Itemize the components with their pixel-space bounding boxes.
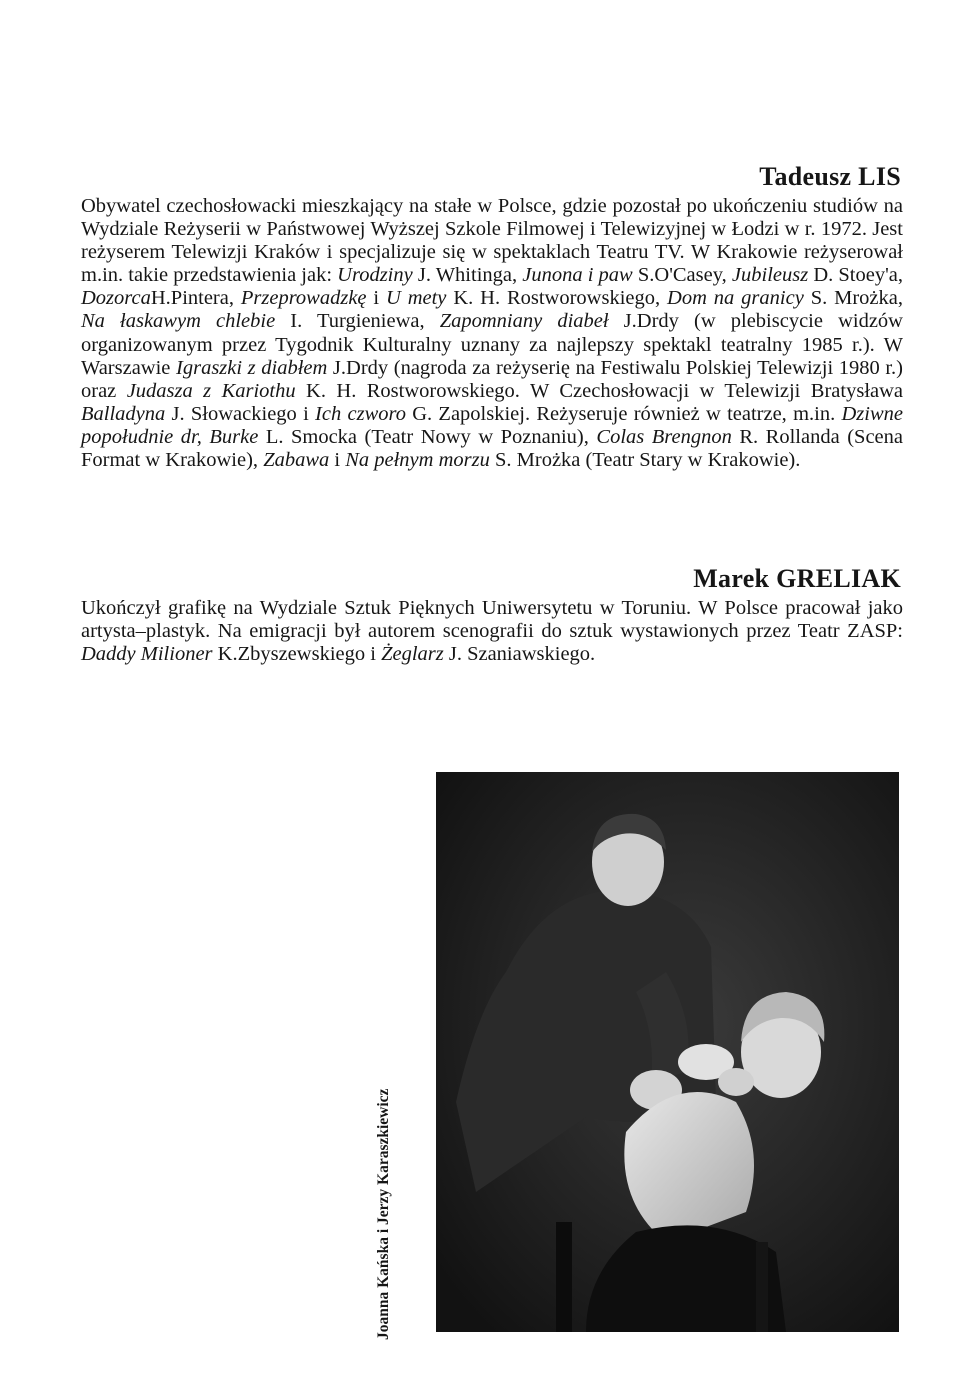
text-run: S. Mrożka (Teatr Stary w Krakowie). xyxy=(489,449,801,472)
title-italic: Urodziny xyxy=(337,264,413,287)
biography-paragraph-lis xyxy=(81,195,903,472)
photo-caption: Joanna Kańska i Jerzy Karaszkiewicz xyxy=(375,1088,392,1340)
text-run: K.Zbyszewskiego i xyxy=(212,643,382,666)
title-italic: Zabawa xyxy=(263,449,330,472)
text-run: Ukończył grafikę na Wydziale Sztuk Pięknych Uniwersytetu w Toruniu. W Polsce pracował jako artysta–plastyk. Na emigracji był autorem scenografii do sztuk wystawionych przez Teatr ZASP: xyxy=(81,597,903,643)
text-run: R. Rollanda (Scena Format w Krakowie), xyxy=(81,425,903,472)
title-italic: Dozorca xyxy=(81,287,151,310)
text-run: J. Whitinga, xyxy=(412,264,523,287)
section-heading-lis: Tadeusz LIS xyxy=(759,162,901,191)
title-italic: Dziwne popołudnie dr, Burke xyxy=(81,402,903,448)
text-run: S.O'Casey, xyxy=(632,264,732,287)
text-run: J.Drdy (w plebiscycie widzów organizowanym przez Tygodnik Kulturalny uznany za najlepszy spektakl teatralny 1985 r.). W Warszawie xyxy=(81,310,903,379)
text-run: L. Smocka (Teatr Nowy w Poznaniu), xyxy=(258,425,597,448)
title-italic: Ich czworo xyxy=(315,402,406,425)
title-italic: Na pełnym morzu xyxy=(345,449,490,472)
title-italic: Colas Brengnon xyxy=(596,425,732,448)
title-italic: Przeprowadzkę xyxy=(240,287,367,310)
title-italic: Balladyna xyxy=(81,402,166,425)
text-run: I. Turgieniewa, xyxy=(275,310,440,333)
text-run: K. H. Rostworowskiego. W Czechosłowacji w Telewizji Bratysława xyxy=(295,379,904,402)
title-italic: Dom na granicy xyxy=(667,287,804,310)
title-italic: Żeglarz xyxy=(381,643,444,666)
title-italic: Zapomniany diabeł xyxy=(439,310,609,333)
text-run: D. Stoey'a, xyxy=(808,264,903,287)
text-run: G. Zapolskiej. Reżyseruje również w teatrze, m.in. xyxy=(405,402,842,425)
text-run: i xyxy=(329,449,346,472)
stage-photograph xyxy=(436,772,899,1332)
text-run: S. Mrożka, xyxy=(803,287,903,310)
text-run: J. Szaniawskiego. xyxy=(443,643,596,666)
text-run: i xyxy=(366,287,387,310)
text-run: Obywatel czechosłowacki mieszkający na stałe w Polsce, gdzie pozostał po ukończeniu studiów na Wydziale Reżyserii w Państwowej Wyższej Szkole Filmowej i Telewizyjnej w Łodzi w r. 1972. Jest reżyserem Telewizji Kraków i specjalizuje się w spektaklach Teatru TV. W Krakowie reżyserował m.in. takie przedstawienia jak: xyxy=(81,195,903,287)
title-italic: U mety xyxy=(386,287,447,310)
text-run: H.Pintera, xyxy=(150,287,241,310)
text-run: K. H. Rostworowskiego, xyxy=(446,287,668,310)
title-italic: Judasza z Kariothu xyxy=(126,379,296,402)
photo-caption-container xyxy=(358,1010,410,1340)
title-italic: Jubileusz xyxy=(731,264,809,287)
title-italic: Daddy Milioner xyxy=(81,643,213,666)
photograph-image xyxy=(436,772,899,1332)
section-heading-greliak: Marek GRELIAK xyxy=(693,564,901,593)
title-italic: Na łaskawym chlebie xyxy=(81,310,276,333)
title-italic: Igraszki z diabłem xyxy=(176,356,328,379)
text-run: J.Drdy (nagroda za reżyserię na Festiwalu Polskiej Telewizji 1980 r.) oraz xyxy=(81,356,903,402)
biography-paragraph-greliak xyxy=(81,597,903,666)
text-run: J. Słowackiego i xyxy=(165,402,316,425)
title-italic: Junona i paw xyxy=(522,264,633,287)
